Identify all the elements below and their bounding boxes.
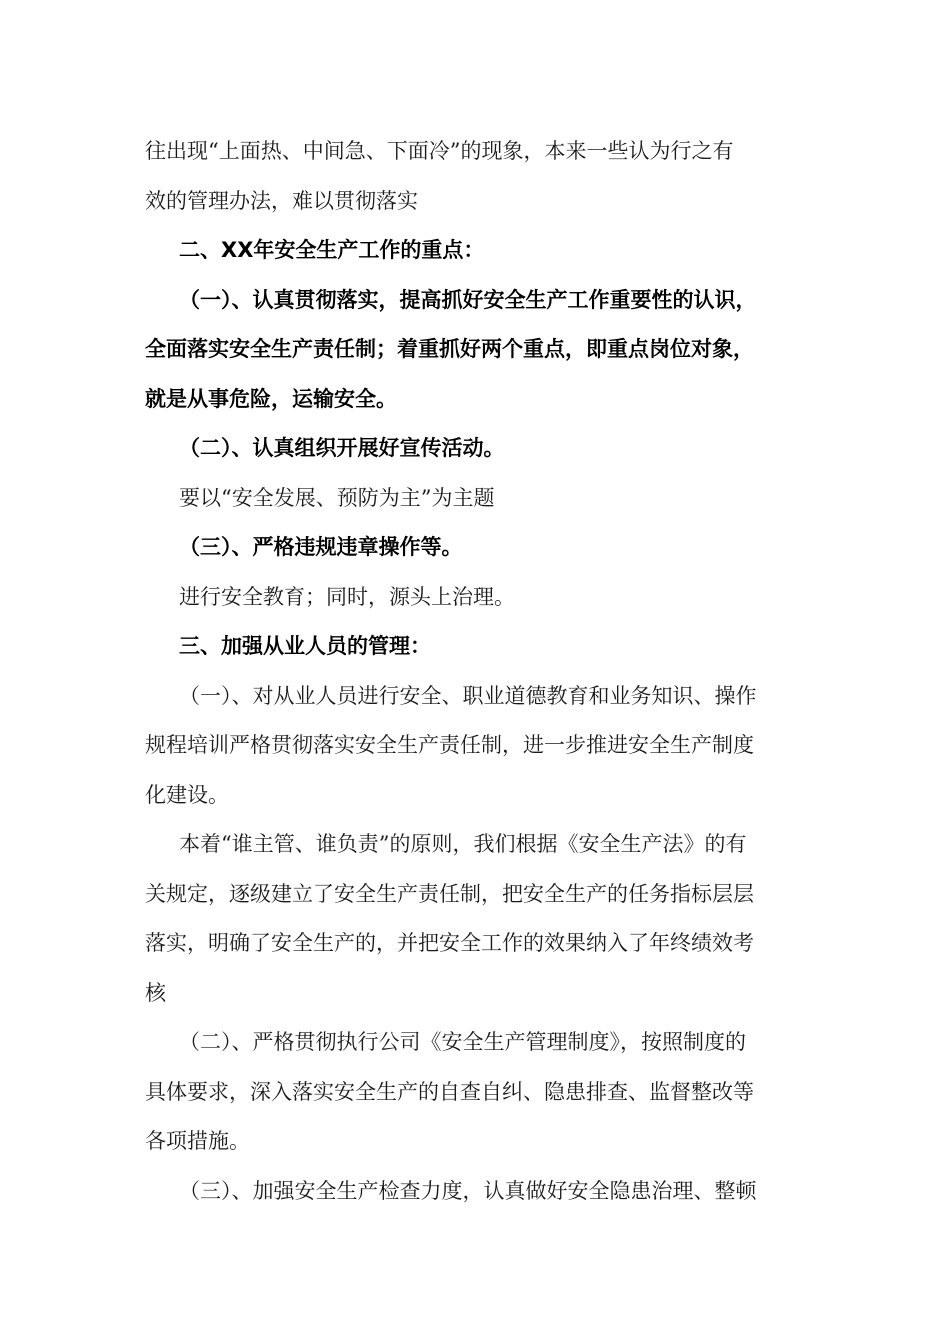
body-paragraph	[145, 1167, 805, 1217]
text-line: （一）、对从业人员进行安全、职业道德教育和业务知识、操作	[179, 683, 757, 708]
body-paragraph	[145, 127, 805, 226]
body-paragraph	[145, 474, 805, 524]
body-paragraph	[145, 573, 805, 623]
document-body	[145, 127, 805, 1216]
text-line: （二）、严格贯彻执行公司《安全生产管理制度》，按照制度的	[179, 1030, 746, 1054]
section-heading	[145, 226, 805, 276]
text-line: 往出现“上面热、中间急、下面冷”的现象，本来一些认为行之有	[145, 139, 734, 163]
section-heading	[145, 622, 805, 672]
text-line: 本着“谁主管、谁负责”的原则，我们根据《安全生产法》的有	[179, 832, 747, 856]
body-paragraph	[145, 820, 805, 1018]
text-line: （三）、严格违规违章操作等。	[179, 535, 463, 559]
text-line: 就是从事危险，运输安全。	[145, 386, 397, 411]
text-line: 具体要求，深入落实安全生产的自查自纠、隐患排查、监督整改等	[145, 1079, 754, 1104]
text-line: 关规定，逐级建立了安全生产责任制，把安全生产的任务指标层层	[145, 881, 754, 906]
text-line: 落实，明确了安全生产的，并把安全工作的效果纳入了年终绩效考	[145, 931, 754, 955]
text-line: 核	[145, 980, 166, 1005]
text-line: 化建设。	[145, 782, 229, 807]
text-line: 效的管理办法，难以贯彻落实	[145, 188, 418, 213]
text-line: （三）、加强安全生产检查力度，认真做好安全隐患治理、整顿	[179, 1178, 757, 1203]
text-line: （一）、认真贯彻落实，提高抓好安全生产工作重要性的认识，	[179, 287, 757, 312]
section-heading	[145, 424, 805, 474]
text-line: 进行安全教育；同时，源头上治理。	[179, 584, 515, 609]
text-line: 三、加强从业人员的管理：	[179, 634, 431, 658]
text-line: 要以“安全发展、预防为主”为主题	[179, 485, 495, 510]
text-line: 各项措施。	[145, 1129, 250, 1153]
section-heading	[145, 523, 805, 573]
section-heading	[145, 276, 805, 425]
text-line: 规程培训严格贯彻落实安全生产责任制，进一步推进安全生产制度	[145, 733, 754, 757]
text-line: （二）、认真组织开展好宣传活动。	[179, 436, 505, 460]
text-line: 全面落实安全生产责任制；着重抓好两个重点，即重点岗位对象，	[145, 337, 754, 361]
body-paragraph	[145, 672, 805, 821]
text-line: 二、XX年安全生产工作的重点：	[179, 238, 485, 262]
body-paragraph	[145, 1018, 805, 1167]
